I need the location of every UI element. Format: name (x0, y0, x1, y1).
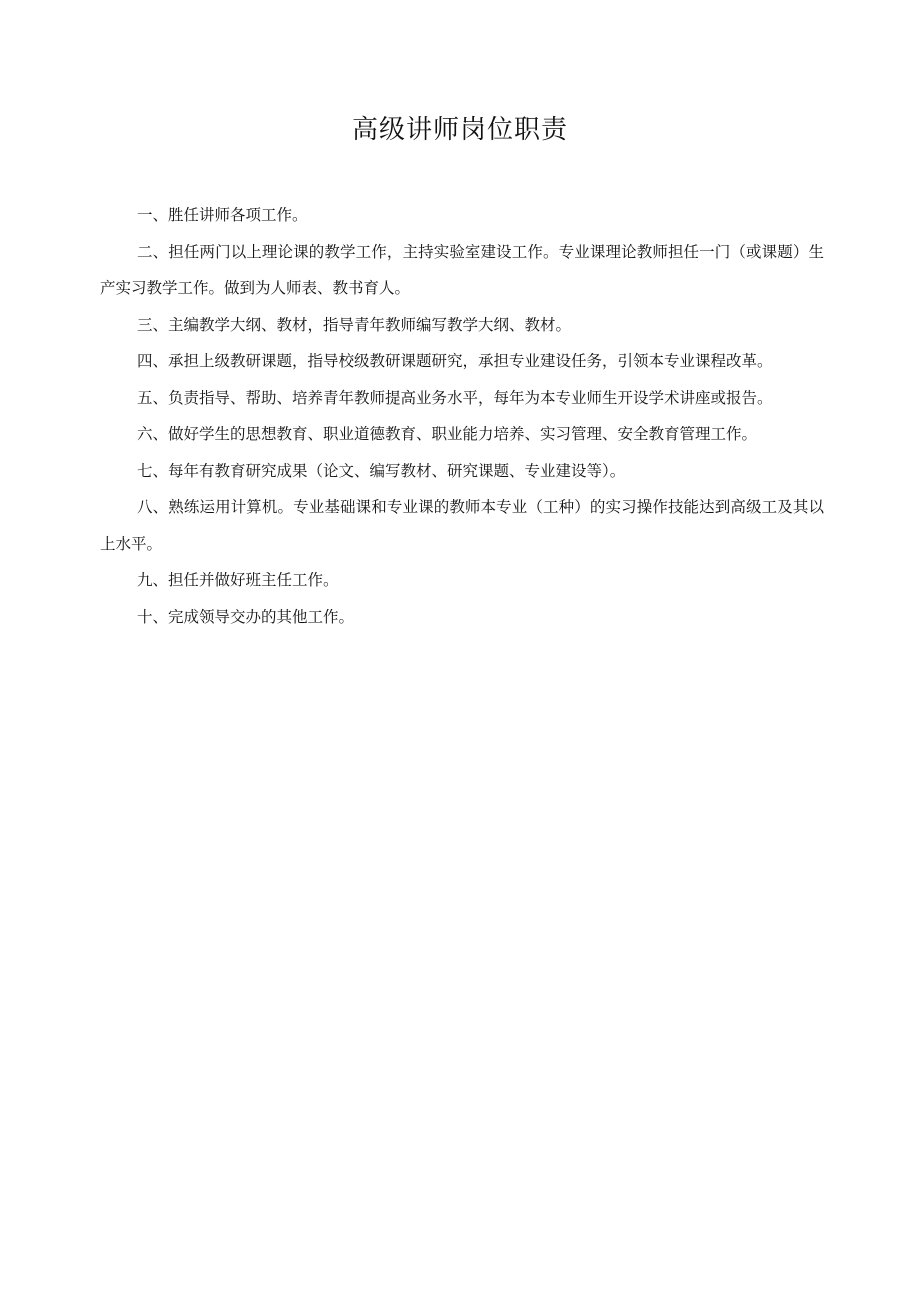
duty-item-10: 十、完成领导交办的其他工作。 (137, 607, 355, 626)
duty-item-3: 三、主编教学大纲、教材，指导青年教师编写教学大纲、教材。 (137, 315, 572, 334)
duty-item-1: 一、胜任讲师各项工作。 (137, 206, 308, 224)
duty-item-7: 七、每年有教育研究成果（论文、编写教材、研究课题、专业建设等）。 (137, 461, 626, 480)
duty-item-8: 八、熟练运用计算机。专业基础课和专业课的教师本专业（工种）的实习操作技能达到高级工及其以上水平。 (100, 498, 824, 553)
document-title: 高级讲师岗位职责 (351, 115, 568, 145)
duty-item-6: 六、做好学生的思想教育、职业道德教育、职业能力培养、实习管理、安全教育管理工作。 (137, 425, 758, 443)
duty-list (100, 197, 824, 635)
duty-item-9: 九、担任并做好班主任工作。 (137, 571, 339, 589)
duty-item-2: 二、担任两门以上理论课的教学工作，主持实验室建设工作。专业课理论教师担任一门（或课题）生产实习教学工作。做到为人师表、教书育人。 (100, 242, 824, 297)
duty-item-5: 五、负责指导、帮助、培养青年教师提高业务水平，每年为本专业师生开设学术讲座或报告。 (137, 388, 773, 407)
duty-item-4: 四、承担上级教研课题，指导校级教研课题研究，承担专业建设任务，引领本专业课程改革。 (137, 352, 773, 370)
